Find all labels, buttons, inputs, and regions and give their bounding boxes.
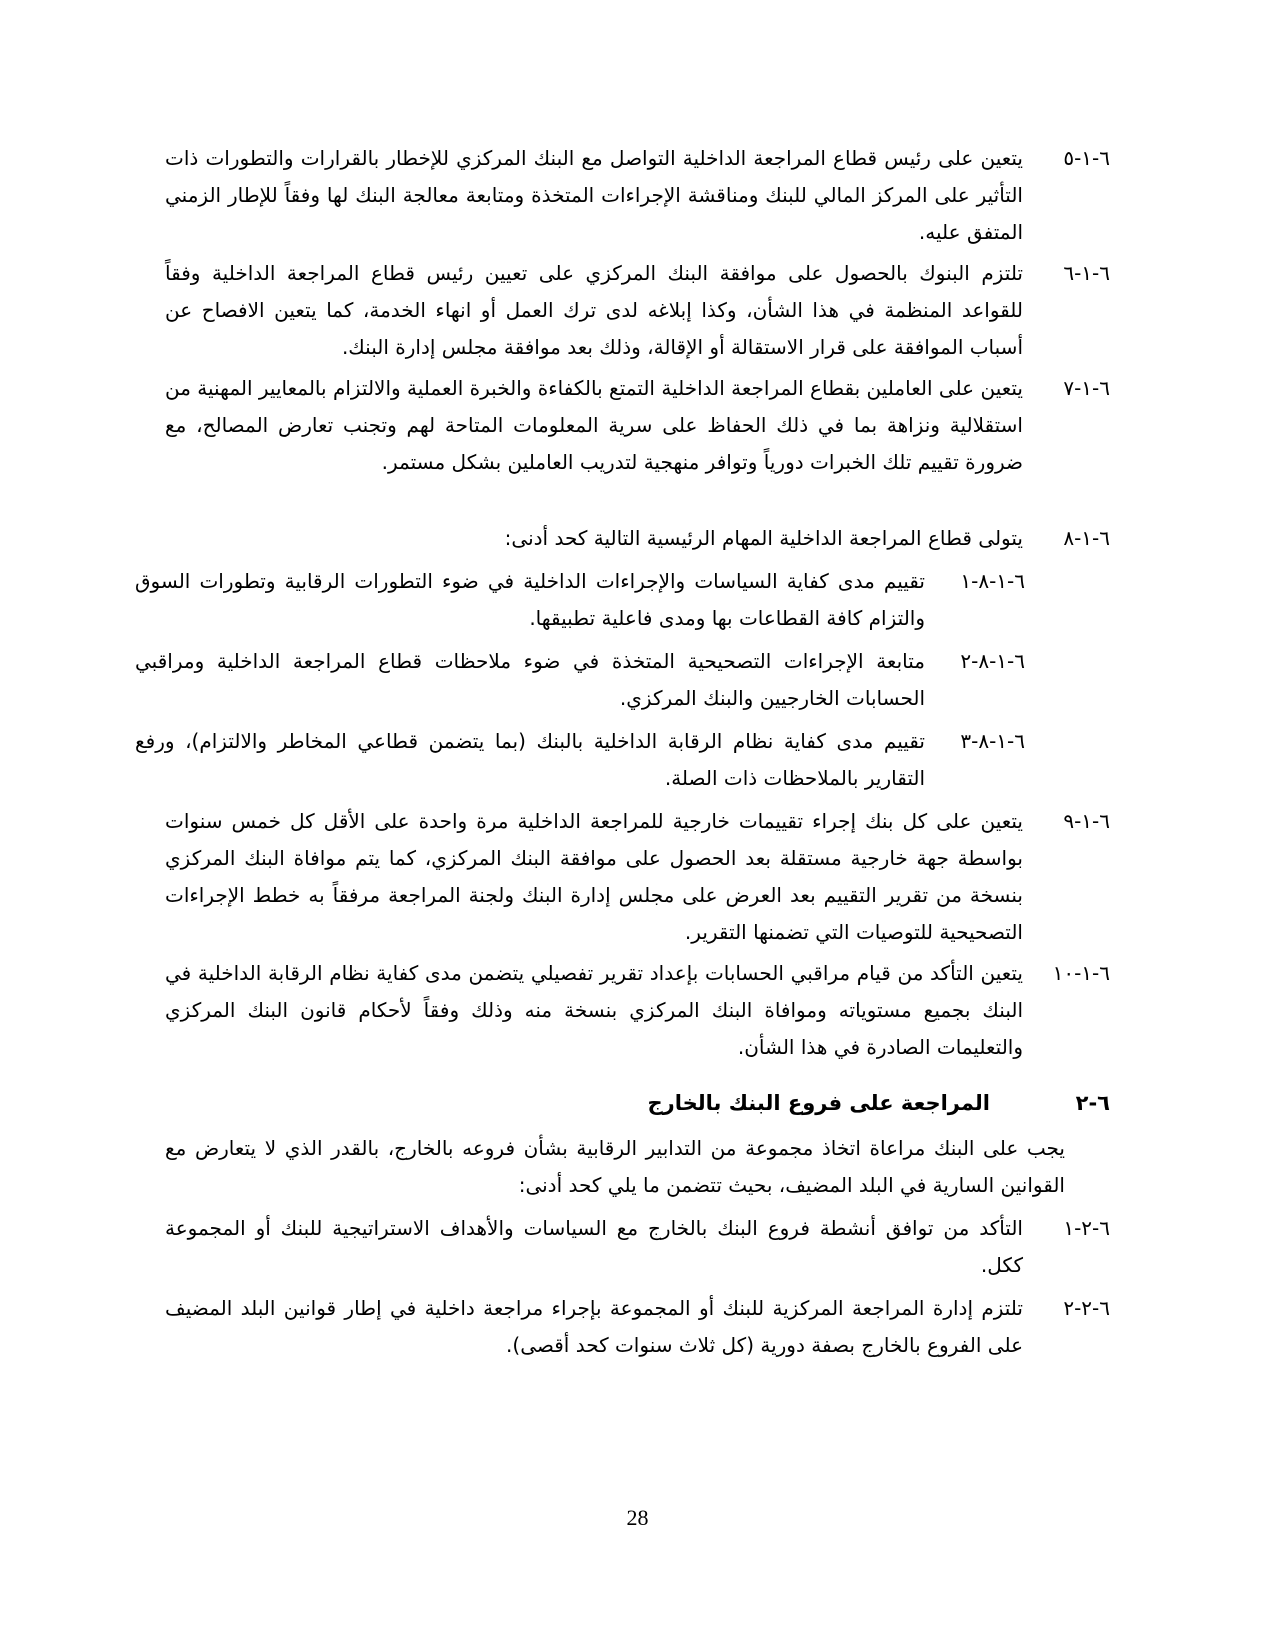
clause-text: تقييم مدى كفاية السياسات والإجراءات الداخلية في ضوء التطورات الرقابية وتطورات السوق والتزام كافة القطاعات بها ومدى فاعلية تطبيقها. [135, 569, 925, 630]
clause-text: يتعين على كل بنك إجراء تقييمات خارجية للمراجعة الداخلية مرة واحدة على الأقل كل خمس سنوات بواسطة جهة خارجية مستقلة بعد الحصول على موافقة البنك المركزي، كما يتم موافاة البنك المركزي بنسخة من تقرير التقييم بعد العرض على مجلس إدارة البنك ولجنة المراجعة مرفقاً به خطط الإجراءات التصحيحية للتوصيات التي تضمنها التقرير. [165, 809, 1023, 944]
clause-text: تلتزم إدارة المراجعة المركزية للبنك أو المجموعة بإجراء مراجعة داخلية في إطار قوانين البلد المضيف على الفروع بالخارج بصفة دورية (كل ثلاث سنوات كحد أقصى). [165, 1296, 1023, 1357]
clause-number: ٦-١-٦ [1063, 261, 1110, 285]
clause-6-1-9 [165, 803, 1110, 951]
clause-6-1-5 [165, 140, 1110, 251]
clause-number: ٦-٢-٢ [1063, 1296, 1110, 1320]
clause-number: ٦-١-٨ [1063, 526, 1110, 550]
clause-number: ٦-١-٥ [1063, 146, 1110, 170]
clause-text: يتعين على رئيس قطاع المراجعة الداخلية التواصل مع البنك المركزي للإخطار بالقرارات والتطورات ذات التأثير على المركز المالي للبنك ومناقشة الإجراءات المتخذة ومتابعة معالجة البنك لها وفقاً للإطار الزمني المتفق عليه. [165, 146, 1023, 244]
page-number: 28 [626, 1505, 649, 1530]
clause-6-1-7 [165, 370, 1110, 481]
section-intro: يجب على البنك مراعاة اتخاذ مجموعة من التدابير الرقابية بشأن فروعه بالخارج، بالقدر الذي لا يتعارض مع القوانين السارية في البلد المضيف، بحيث تتضمن ما يلي كحد أدنى: [165, 1136, 1065, 1197]
clause-6-1-8-3 [135, 723, 1025, 797]
clause-number: ٦-١-١٠ [1052, 961, 1110, 985]
clause-text: تلتزم البنوك بالحصول على موافقة البنك المركزي على تعيين رئيس قطاع المراجعة الداخلية وفقاً للقواعد المنظمة في هذا الشأن، وكذا إبلاغه لدى ترك العمل أو انهاء الخدمة، كما يتعين الافصاح عن أسباب الموافقة على قرار الاستقالة أو الإقالة، وذلك بعد موافقة مجلس إدارة البنك. [165, 261, 1023, 359]
section-heading [165, 1085, 1110, 1122]
clause-text: يتعين على العاملين بقطاع المراجعة الداخلية التمتع بالكفاءة والخبرة العملية والالتزام بالمعايير المهنية من استقلالية ونزاهة بما في ذلك الحفاظ على سرية المعلومات المتاحة لهم وتجنب تعارض المصالح، مع ضرورة تقييم تلك الخبرات دورياً وتوافر منهجية لتدريب العاملين بشكل مستمر. [165, 376, 1023, 474]
clause-6-1-8 [165, 520, 1110, 557]
clause-number: ٦-١-٩ [1063, 809, 1110, 833]
clause-6-2-1 [165, 1210, 1110, 1284]
clause-6-1-10 [165, 955, 1110, 1066]
clause-number: ٦-١-٧ [1063, 376, 1110, 400]
clause-text: يتعين التأكد من قيام مراقبي الحسابات بإعداد تقرير تفصيلي يتضمن مدى كفاية نظام الرقابة الداخلية في البنك بجميع مستوياته وموافاة البنك المركزي بنسخة منه وذلك وفقاً لأحكام قانون البنك المركزي والتعليمات الصادرة في هذا الشأن. [165, 961, 1023, 1059]
clause-6-2-2 [165, 1290, 1110, 1364]
clause-text: التأكد من توافق أنشطة فروع البنك بالخارج مع السياسات والأهداف الاستراتيجية للبنك أو المجموعة ككل. [165, 1216, 1023, 1277]
clause-6-1-6 [165, 255, 1110, 366]
section-title: المراجعة على فروع البنك بالخارج [647, 1091, 990, 1115]
clause-number: ٦-١-٨-١ [960, 569, 1025, 593]
clause-text: يتولى قطاع المراجعة الداخلية المهام الرئيسية التالية كحد أدنى: [504, 526, 1023, 550]
clause-text: تقييم مدى كفاية نظام الرقابة الداخلية بالبنك (بما يتضمن قطاعي المخاطر والالتزام)، ورفع التقارير بالملاحظات ذات الصلة. [135, 729, 925, 790]
clause-text: متابعة الإجراءات التصحيحية المتخذة في ضوء ملاحظات قطاع المراجعة الداخلية ومراقبي الحسابات الخارجيين والبنك المركزي. [135, 649, 925, 710]
clause-6-1-8-2 [135, 643, 1025, 717]
section-number: ٦-٢ [1075, 1091, 1110, 1115]
clause-number: ٦-١-٨-٢ [960, 649, 1025, 673]
clause-number: ٦-١-٨-٣ [960, 729, 1025, 753]
clause-6-1-8-1 [135, 563, 1025, 637]
clause-number: ٦-٢-١ [1063, 1216, 1110, 1240]
